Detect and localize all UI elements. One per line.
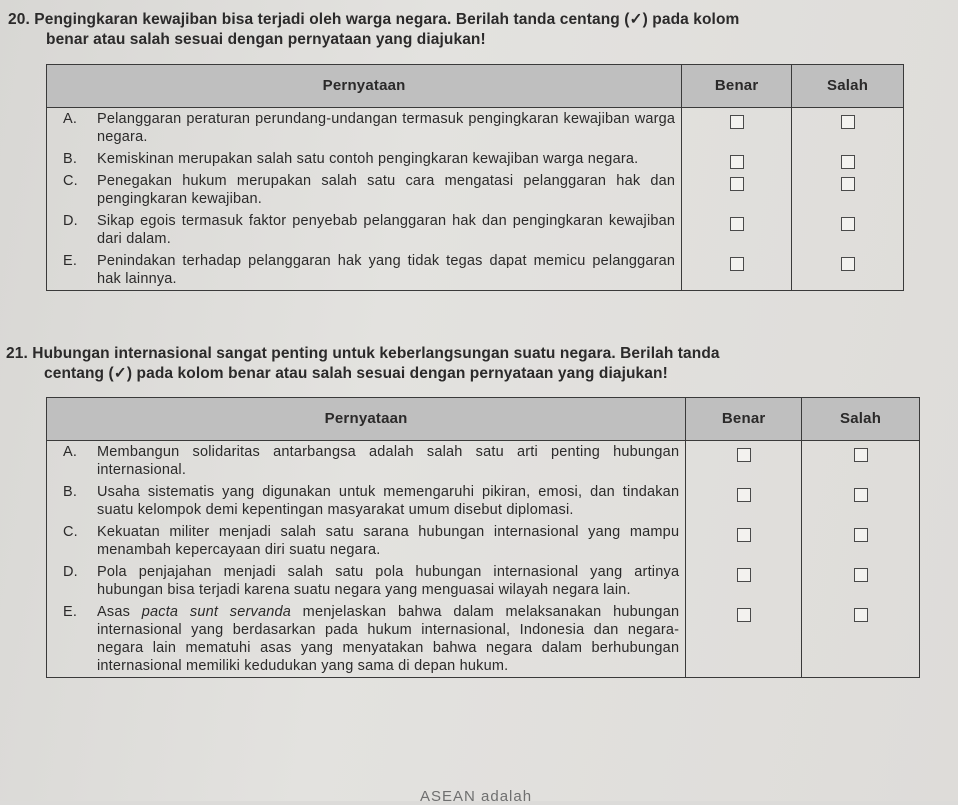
question-number: 20. [8, 11, 30, 28]
table-row [47, 108, 904, 149]
item-letter: C. [63, 173, 78, 189]
item-letter: A. [63, 444, 78, 460]
checkbox-true[interactable] [730, 155, 744, 169]
question-number: 21. [6, 345, 28, 362]
item-letter: B. [63, 484, 78, 500]
checkbox-false[interactable] [841, 257, 855, 271]
table-row [47, 561, 920, 601]
table-row [47, 481, 920, 521]
header-statement: Pernyataan [47, 398, 686, 441]
table-row [47, 210, 904, 250]
item-text: Usaha sistematis yang digunakan untuk memengaruhi pikiran, emosi, dan tindakan suatu kelompok demi kepentingan masyarakat umum disebut diplomasi. [97, 484, 680, 518]
checkbox-true[interactable] [737, 448, 751, 462]
item-text-before: Asas [97, 604, 142, 620]
item-letter: E. [63, 604, 78, 620]
table-row [47, 170, 904, 210]
table-row [47, 521, 920, 561]
item-letter: E. [63, 253, 78, 269]
item-text [97, 603, 679, 675]
checkbox-false[interactable] [854, 488, 868, 502]
table-row [47, 148, 904, 170]
question-21 [6, 344, 950, 384]
table-row [47, 601, 920, 678]
checkbox-true[interactable] [737, 488, 751, 502]
table-header-row [47, 65, 904, 108]
footer-partial-text: ASEAN adalah [420, 788, 533, 805]
item-text: Kekuatan militer menjadi salah satu sarana hubungan internasional yang mampu menambah kepercayaan diri suatu negara. [97, 524, 680, 558]
statement-table-20 [46, 64, 904, 291]
item-text: Sikap egois termasuk faktor penyebab pelanggaran hak dan pengingkaran kewajiban dari dalam. [97, 213, 676, 247]
item-letter: A. [63, 111, 78, 127]
question-text-line2: benar atau salah sesuai dengan pernyataan yang diajukan! [46, 31, 486, 48]
item-letter: D. [63, 213, 78, 229]
checkbox-false[interactable] [841, 217, 855, 231]
table-row [47, 250, 904, 291]
checkbox-true[interactable] [730, 177, 744, 191]
header-true: Benar [686, 398, 802, 441]
header-false: Salah [792, 65, 904, 108]
checkbox-true[interactable] [737, 568, 751, 582]
item-letter: B. [63, 151, 78, 167]
item-text: Membangun solidaritas antarbangsa adalah salah satu arti penting hubungan internasional. [97, 444, 680, 478]
header-true: Benar [682, 65, 792, 108]
checkbox-false[interactable] [841, 177, 855, 191]
item-letter: C. [63, 524, 78, 540]
item-text: Pelanggaran peraturan perundang-undangan termasuk pengingkaran kewajiban warga negara. [97, 111, 676, 145]
question-text-line1: Hubungan internasional sangat penting untuk keberlangsungan suatu negara. Berilah tanda [32, 345, 720, 362]
checkbox-true[interactable] [737, 608, 751, 622]
checkbox-false[interactable] [841, 155, 855, 169]
checkbox-false[interactable] [854, 528, 868, 542]
checkbox-true[interactable] [737, 528, 751, 542]
question-text-line1: Pengingkaran kewajiban bisa terjadi oleh warga negara. Berilah tanda centang (✓) pada kolom [34, 11, 740, 28]
checkbox-false[interactable] [854, 448, 868, 462]
item-text: Penegakan hukum merupakan salah satu cara mengatasi pelanggaran hak dan pengingkaran kewajiban. [97, 173, 676, 207]
header-false: Salah [802, 398, 920, 441]
item-text: Pola penjajahan menjadi salah satu pola hubungan internasional yang artinya hubungan bisa terjadi karena suatu negara yang menguasai wilayah negara lain. [97, 564, 680, 598]
table-header-row [47, 398, 920, 441]
question-20 [8, 10, 948, 50]
header-statement: Pernyataan [47, 65, 682, 108]
checkbox-true[interactable] [730, 115, 744, 129]
checkbox-false[interactable] [854, 608, 868, 622]
item-text: Kemiskinan merupakan salah satu contoh pengingkaran kewajiban warga negara. [97, 151, 639, 167]
checkbox-false[interactable] [841, 115, 855, 129]
checkbox-true[interactable] [730, 257, 744, 271]
item-text-italic: pacta sunt servanda [141, 604, 291, 620]
item-text: Penindakan terhadap pelanggaran hak yang tidak tegas dapat memicu pelanggaran hak lainnya. [97, 253, 676, 287]
statement-table-21 [46, 397, 920, 678]
checkbox-true[interactable] [730, 217, 744, 231]
question-text-line2: centang (✓) pada kolom benar atau salah sesuai dengan pernyataan yang diajukan! [44, 365, 668, 382]
table-row [47, 441, 920, 482]
item-letter: D. [63, 564, 78, 580]
item-text-after: menjelaskan bahwa dalam melaksanakan hubungan internasional yang berdasarkan pada hukum internasional, Indonesia dan negara-negara lain mematuhi asas yang menyatakan bahwa negara dalam berhubungan internasional memiliki kedudukan yang sama di depan hukum. [97, 604, 680, 674]
checkbox-false[interactable] [854, 568, 868, 582]
